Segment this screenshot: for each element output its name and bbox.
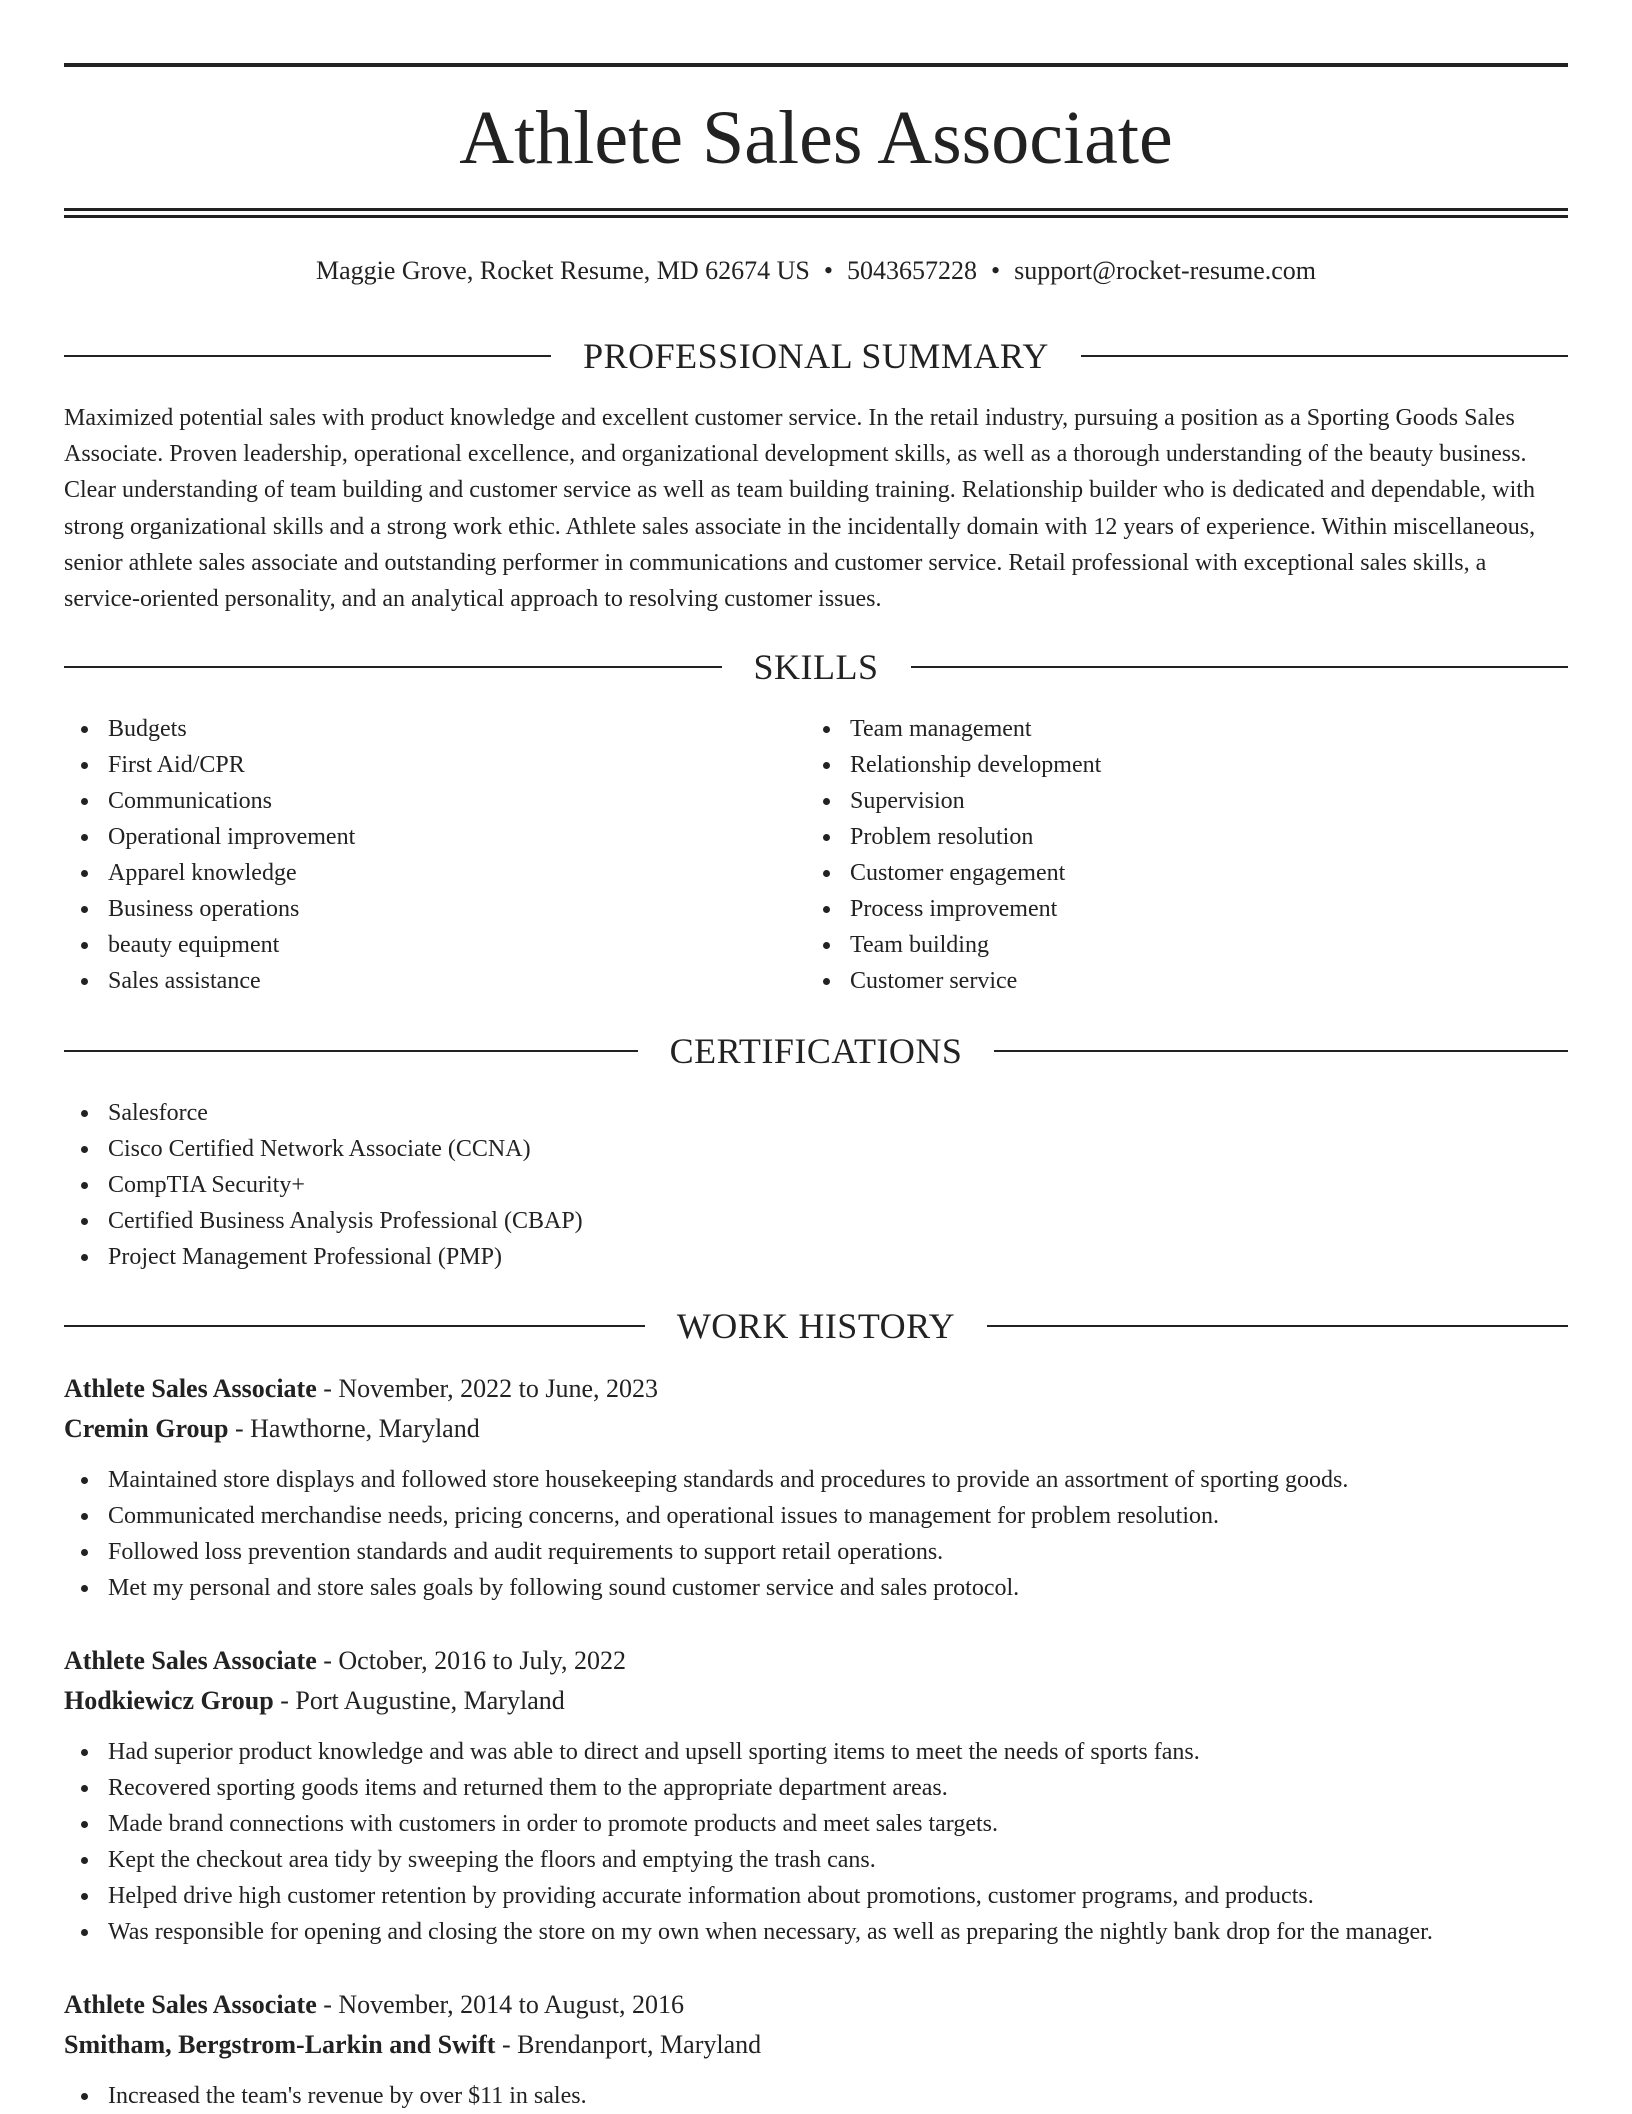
- skill-item: Relationship development: [806, 747, 1101, 783]
- contact-address: Maggie Grove, Rocket Resume, MD 62674 US: [315, 256, 810, 285]
- job-duty: Made brand connections with customers in order to promote products and meet sales targets.: [64, 1806, 1568, 1842]
- job-company-line: [64, 1411, 1568, 1447]
- work-history-heading: [64, 1304, 1568, 1348]
- resume-title: Athlete Sales Associate: [459, 96, 1173, 180]
- divider-line: [911, 666, 1569, 668]
- certifications-list: [64, 1095, 583, 1275]
- job-company-line: [64, 1683, 1568, 1719]
- certifications-heading: [64, 1029, 1568, 1073]
- skill-item: Customer engagement: [806, 855, 1101, 891]
- certification-item: Cisco Certified Network Associate (CCNA): [64, 1131, 583, 1167]
- skills-heading: [64, 645, 1568, 689]
- contact-separator: •: [823, 256, 833, 285]
- job-dates: - October, 2016 to July, 2022: [323, 1646, 626, 1675]
- divider-line: [64, 1050, 638, 1052]
- summary-text: Maximized potential sales with product knowledge and excellent customer service. In the retail industry, pursuing a position as a Sporting Goods Sales Associate. Proven leadership, operational excellence, and organizational development skills, as well as a thorough understanding of the beauty business. Clear understanding of team building and customer service as well as team building training. Relationship builder who is dedicated and dependable, with strong organizational skills and a strong work ethic. Athlete sales associate in the incidentally domain with 12 years of experience. Within miscellaneous, senior athlete sales associate and outstanding performer in communications and customer service. Retail professional with exceptional sales skills, a service-oriented personality, and an analytical approach to resolving customer issues.: [64, 405, 1536, 613]
- divider-line: [64, 355, 551, 357]
- job-duty: Met my personal and store sales goals by following sound customer service and sales protocol.: [64, 1570, 1568, 1606]
- section-title: PROFESSIONAL SUMMARY: [583, 336, 1049, 376]
- certification-item: Salesforce: [64, 1095, 583, 1131]
- job-duties-list: [64, 1462, 1568, 1606]
- divider-line: [987, 1325, 1568, 1327]
- job-duties-list: [64, 2078, 1568, 2114]
- job-duty: Increased the team's revenue by over $11 in sales.: [64, 2078, 1568, 2114]
- job-duty: Recovered sporting goods items and returned them to the appropriate department areas.: [64, 1770, 1568, 1806]
- skill-item: Budgets: [64, 711, 355, 747]
- divider-line: [64, 666, 722, 668]
- job-company: Smitham, Bergstrom-Larkin and Swift: [64, 2030, 496, 2059]
- skill-item: Process improvement: [806, 891, 1101, 927]
- contact-email: support@rocket-resume.com: [1014, 256, 1317, 285]
- skill-item: Operational improvement: [64, 819, 355, 855]
- job-title: Athlete Sales Associate: [64, 1990, 317, 2019]
- skill-item: Business operations: [64, 891, 355, 927]
- job-company: Hodkiewicz Group: [64, 1686, 274, 1715]
- job-dates: - November, 2022 to June, 2023: [323, 1374, 658, 1403]
- job-company-line: [64, 2027, 1568, 2063]
- skill-item: Team management: [806, 711, 1101, 747]
- job-location: - Port Augustine, Maryland: [280, 1686, 565, 1715]
- job-duty: Communicated merchandise needs, pricing concerns, and operational issues to management for problem resolution.: [64, 1498, 1568, 1534]
- job-entry: [64, 1643, 1568, 1950]
- section-title: WORK HISTORY: [676, 1306, 956, 1346]
- summary-heading: [64, 334, 1568, 378]
- job-title-line: [64, 1987, 1568, 2023]
- divider-line: [1081, 355, 1568, 357]
- job-duty: Helped drive high customer retention by providing accurate information about promotions, customer programs, and products.: [64, 1878, 1568, 1914]
- certification-item: Certified Business Analysis Professional (CBAP): [64, 1203, 583, 1239]
- job-title-line: [64, 1643, 1568, 1679]
- skill-item: Supervision: [806, 783, 1101, 819]
- header-double-rule: [64, 208, 1568, 218]
- skill-item: Apparel knowledge: [64, 855, 355, 891]
- job-duty: Kept the checkout area tidy by sweeping the floors and emptying the trash cans.: [64, 1842, 1568, 1878]
- job-location: - Brendanport, Maryland: [501, 2030, 762, 2059]
- contact-phone: 5043657228: [847, 256, 977, 285]
- section-title: CERTIFICATIONS: [669, 1031, 963, 1071]
- job-duties-list: [64, 1734, 1568, 1950]
- job-duty: Followed loss prevention standards and audit requirements to support retail operations.: [64, 1534, 1568, 1570]
- job-entry: [64, 1371, 1568, 1606]
- skills-list-left: [64, 711, 355, 999]
- skill-item: Problem resolution: [806, 819, 1101, 855]
- job-duty: Maintained store displays and followed store housekeeping standards and procedures to provide an assortment of sporting goods.: [64, 1462, 1568, 1498]
- job-company: Cremin Group: [64, 1414, 229, 1443]
- job-duty: Was responsible for opening and closing the store on my own when necessary, as well as preparing the nightly bank drop for the manager.: [64, 1914, 1568, 1950]
- skill-item: Customer service: [806, 963, 1101, 999]
- job-title: Athlete Sales Associate: [64, 1646, 317, 1675]
- contact-separator: •: [991, 256, 1001, 285]
- section-title: SKILLS: [753, 647, 879, 687]
- skill-item: Communications: [64, 783, 355, 819]
- divider-line: [994, 1050, 1568, 1052]
- job-title: Athlete Sales Associate: [64, 1374, 317, 1403]
- job-title-line: [64, 1371, 1568, 1407]
- skills-list-right: [806, 711, 1101, 999]
- certification-item: CompTIA Security+: [64, 1167, 583, 1203]
- divider-line: [64, 1325, 645, 1327]
- job-duty: Had superior product knowledge and was able to direct and upsell sporting items to meet the needs of sports fans.: [64, 1734, 1568, 1770]
- contact-line: [64, 253, 1568, 289]
- skill-item: Sales assistance: [64, 963, 355, 999]
- skill-item: First Aid/CPR: [64, 747, 355, 783]
- header-top-rule: [64, 63, 1568, 67]
- certification-item: Project Management Professional (PMP): [64, 1239, 583, 1275]
- skill-item: Team building: [806, 927, 1101, 963]
- skill-item: beauty equipment: [64, 927, 355, 963]
- job-location: - Hawthorne, Maryland: [234, 1414, 480, 1443]
- job-dates: - November, 2014 to August, 2016: [323, 1990, 685, 2019]
- job-entry: [64, 1987, 1568, 2114]
